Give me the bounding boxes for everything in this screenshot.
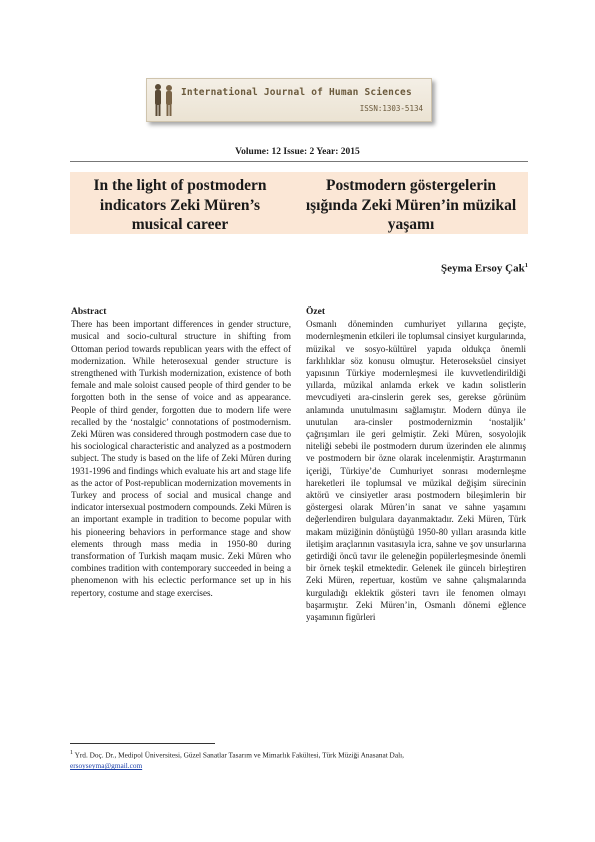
journal-issn: ISSN:1303-5134 (359, 104, 423, 113)
header-divider (70, 161, 528, 162)
footnote-divider (70, 743, 215, 744)
abstract-heading: Abstract (71, 307, 107, 317)
abstract-column (71, 306, 291, 599)
issue-info: Volume: 12 Issue: 2 Year: 2015 (235, 147, 360, 157)
footnote-mark: 1 (70, 750, 74, 756)
ozet-heading: Özet (306, 307, 325, 317)
ozet-column (306, 306, 526, 623)
author-footnote-mark[interactable]: 1 (524, 262, 528, 269)
title-turkish: Postmodern göstergelerin ışığında Zeki Müren’in müzikal yaşamı (305, 177, 517, 233)
title-english: In the light of postmodern indicators Zeki Müren’s musical career (93, 177, 267, 233)
author-name: Şeyma Ersoy Çak (441, 262, 525, 275)
abstract-text: There has been important differences in gender structure, musical and socio-cultural structure in shifting from Ottoman period towards republican years with the effect of modernization. While heterosexual gender structure is strengthened with Turkish modernization, existence of both female and male soloist caused people of third gender to be forgotten both in the sense of voice and as appearance. People of third gender, forgotten due to modern life were recalled by the ‘nostalgic’ connotations of postmodernism. Zeki Müren was considered through postmodern case due to his sociological characteristic and analyzed as a postmodern subject. The study is based on the life of Zeki Müren during 1931-1996 and findings which evaluate his art and stage life as the actor of Post-republican modernization movements in Turkey and process of social and musical change and indicator intersexual postmodern compounds. Zeki Müren is an important example in tradition to become popular with his pioneering behaviors in performance stage and show elements through mass media in 1950-80 during transformation of Turkish maqam music. Zeki Müren who combines tradition with contemporary succeeded in being a phenomenon with his eclectic performance set up in his repertory, costume and stage exercises. (71, 319, 291, 598)
footnote (70, 748, 528, 771)
journal-name: International Journal of Human Sciences (181, 87, 412, 98)
journal-logo-figures-icon (151, 82, 177, 118)
footnote-text: Yrd. Doç. Dr., Medipol Üniversitesi, Güzel Sanatlar Tasarım ve Mimarlık Fakültesi, Türk Müziği Anasanat Dalı, (74, 750, 404, 760)
journal-banner (146, 78, 432, 122)
author-email-link[interactable]: ersoyseyma@gmail.com (70, 761, 143, 771)
ozet-text: Osmanlı döneminden cumhuriyet yıllarına geçişte, modernleşmenin etkileri ile toplumsal cinsiyet kurgularında, müzikal ve sosyo-kültürel yapıda oldukça önemli farklılıklar söz konusu olmuştur. Heteroseksüel cinsiyet yapısının Türkiye modernleşmesi ile kuvvetlendirildiği yıllarda, müzikal anlamda erkek ve kadın solistlerin mevcudiyeti ara-cinslerin gerek ses, gerekse görünüm anlamında unutulmasını sağlamıştır. Modern dünya ile unutulan ara-cinsler postmodernizmin ‘nostaljik’ çağrışımları ile geri gelmiştir. Zeki Müren, sosyolojik niteliği sebebi ile postmodern durum üzerinden ele alınmış ve postmodern bir özne olarak incelenmiştir. Araştırmanın içeriği, Türkiye’de Cumhuriyet sonrası modernleşme hareketleri ile toplumsal ve müzikal değişim sürecinin aktörü ve cinsiyetler arası postmodern bileşimlerin bir göstergesi olarak Müren’in sanat ve sahne yaşamını değerlendiren bulgulara dayanmaktadır. Zeki Müren, Türk makam müziğinin dönüştüğü 1950-80 yılları arasında kitle iletişim araçlarının vasıtasıyla icra, sahne ve şov unsurlarına getirdiği öncü tavır ile geleneğin popülerleşmesinde önemli bir örnek teşkil etmektedir. Gelenek ile güncelı birleştiren Zeki Müren, repertuar, kostüm ve sahne çalışmalarında kurguladığı eklektik gösteri tavrı ile fenomen olmayı başarmıştır. Zeki Müren’in, Osmanlı dönemi eğlence yaşamının figürleri (306, 319, 526, 623)
author-line (320, 262, 528, 275)
